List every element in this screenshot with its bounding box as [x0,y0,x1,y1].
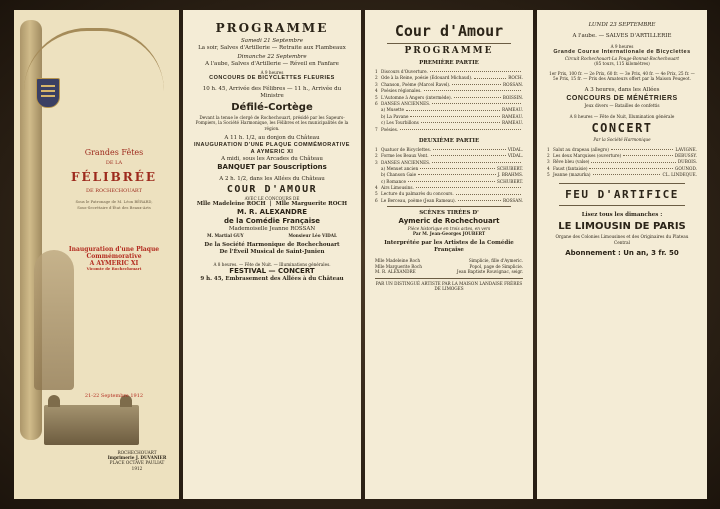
festival-concert: FESTIVAL — CONCERT [229,267,315,276]
programme-item-composer: ROCH. [508,75,523,81]
cover-printer [104,450,170,471]
artist-madeleine-roch: Mlle Madeleine ROCH [196,201,266,208]
programme-item-title: Les deux Marquises (ouverture) [553,153,622,159]
programme-item [547,159,697,164]
programme-item [375,198,523,203]
programme-item-composer: RAMEAU. [501,107,523,113]
abonnement: Abonnement : Un an, 3 fr. 50 [565,248,679,257]
programme-item-title: Le Berceau, poème (Jean Rameau). [381,197,456,203]
feu-dartifice: FEU D'ARTIFICE [565,188,679,202]
cover-printer-line1: ROCHECHOUART [117,450,157,455]
donjon-time: A 11 h. 1/2, au donjon du Château [224,134,320,141]
programme-item-composer: VIDAL. [507,153,523,159]
monday-aube: A l'aube. — SALVES D'ARTILLERIE [572,33,672,39]
programme-item [375,160,523,165]
part1-list [375,69,523,132]
part1-heading: PREMIÈRE PARTIE [419,60,479,66]
cover-title-grandes-fetes: Grandes Fêtes [84,148,144,157]
leader-dots [410,114,500,117]
cast-actor: M. R. ALEXANDRE [375,268,416,274]
programme-item-title: Jeanne (mazurka) [553,172,591,178]
leader-dots [454,95,501,98]
programme-item-title: Ode à la Reine, poésie (Édouard Michaud). [381,75,473,81]
programme-item-composer: J. BRAHMS. [497,172,523,178]
cover-inauguration [58,246,170,272]
leader-dots [593,172,661,175]
artist-marguerite-roch: Mlle Marguerite ROCH [275,201,348,208]
programme-item [375,114,523,119]
programme-item-composer: DUBOIS. [677,159,697,165]
scenes-tirees: SCÈNES TIRÉES D' [419,210,479,217]
leader-dots [433,147,506,150]
piece-historique: Pièce historique en trois actes, en vers [407,226,491,232]
programme-item [375,127,523,132]
artist-martial-guy: M. Martial GUY [207,233,244,239]
cover-subtitle-ministre: Sous-Secrétaire d'État des Beaux-Arts [77,205,151,210]
saturday-line: La soir, Salves d'Artillerie — Retraite aux Flambeaux [198,45,346,51]
programme-item [375,82,523,87]
monday-panel [537,10,707,499]
concours-menetriers: CONCOURS DE MÉNÉTRIERS [566,95,678,103]
programme-item-composer: GOUNOD. [675,165,697,171]
programme-item-number: 3 [547,159,550,165]
cover-inauguration-line2: A AYMERIC XI [89,260,139,267]
programme-item-title: L'Automne à Angers (intermède). [381,94,452,100]
programme-item-number: 2 [547,153,550,159]
programme-item-title: Salut au drapeau (allegro) [553,146,609,152]
programme-item-title: Forme les Beaux Vent. [381,153,429,159]
programme-item-number: 2 [375,153,378,159]
programme-item [375,179,523,184]
programme-item-title: Rêve bleu (valse) [553,159,590,165]
leader-dots [589,166,673,169]
societe-harmonique: De la Société Harmonique de Rochechouart [204,242,340,249]
programme-item-number: 4 [375,185,378,191]
eveil-musical: De l'Éveil Musical de Saint-Junien [219,249,325,256]
programme-item-number: 4 [547,165,550,171]
lisez: Lisez tous les dimanches : [581,212,663,219]
programme-item-number: 1 [375,69,378,74]
part2-heading: DEUXIÈME PARTIE [418,137,480,144]
programme-item-title: Discours d'Ouverture. [381,69,428,74]
leader-dots [406,107,500,110]
interpretee: Interprétée par les Artistes de la Comédie Française [384,240,514,254]
leader-dots [416,185,521,188]
divider [559,205,685,206]
programme-item-number: 5 [375,191,378,197]
arrivee-felibres: 10 h. 45, Arrivée des Félibres — 11 h., Arrivée du Ministre [202,86,342,100]
cover-printer-line3: PLACE OCTAVE PAULIAT [109,460,165,466]
banquet: BANQUET par Souscriptions [217,162,327,171]
aymeric-xi: A AYMERIC XI [250,148,294,155]
programme-item-composer: CL. LINDEQUE. [662,172,697,178]
cour-damour-title: COUR D'AMOUR [226,183,318,195]
artist-alexandre: M. R. ALEXANDRE [237,208,307,217]
programme-item [547,153,697,158]
programme-item-composer: ROSSAN. [502,81,523,87]
part2-list [375,147,523,203]
leader-dots [432,160,521,163]
course-circuit: Circuit Rochechouart-La Pouge-Bonnat-Rochechouart [564,56,680,62]
artists-guy-vidal [193,233,351,238]
programme-item [375,172,523,177]
inauguration-plaque: INAUGURATION D'UNE PLAQUE COMMÉMORATIVE [194,141,350,148]
programme-item-number: 3 [375,81,378,87]
cast-actor: Mlle Madeleine Roch [375,258,421,264]
leader-dots [458,198,501,201]
course-title: Grande Course Internationale de Bicyclettes [553,49,691,56]
cover-inauguration-line1: Inauguration d'une Plaque Commémorative [68,246,160,260]
programme-item-number: 7 [375,126,378,132]
cover-year: 1912 [131,465,143,471]
leader-dots [456,191,521,194]
programme-item-composer: SCHUBERT. [497,178,523,184]
artist-jeanne-rossan: Mademoiselle Jeanne ROSSAN [228,226,316,233]
programme-item [375,101,523,106]
programme-item-title: Airs Limousins. [381,185,414,191]
cast-actor: Mlle Marguerite Roch [375,263,422,269]
leader-dots [431,153,506,156]
programme-item [375,153,523,158]
programme-item [375,88,523,93]
course-prix: 1er Prix, 100 fr. — 2e Prix, 60 fr. — 3e Prix, 40 fr. — 4e Prix, 25 fr. — 5e Prix, 15 fr. — Prix des Amateurs offert par la Maison Peugeot. [549,70,695,81]
programme-item-title: a) Menuet ancien [381,165,419,171]
aymeric-title: Aymeric de Rochechouart [398,217,500,226]
leader-dots [420,166,495,169]
nine-oclock: A 9 heures [260,70,284,75]
programme-item-composer: BOISSIN. [502,94,523,100]
artist-leo-vidal: Monsieur Léo VIDAL [288,233,337,239]
cover-dates: 21-22 Septembre 1912 [84,393,144,399]
programme-item [375,191,523,196]
programme-item-title: DANSES ANCIENNES. [381,100,431,106]
sunday-label: Dimanche 22 Septembre [237,54,307,60]
programme-item [375,107,523,112]
programme-item-number: 1 [375,146,378,152]
concert-list [547,147,697,178]
cour-programme-heading: PROGRAMME [404,46,494,56]
programme-item-composer: SCHUBERT. [497,165,523,171]
monday-date: LUNDI 23 SEPTEMBRE [588,22,656,28]
programme-item-number: 4 [375,88,378,94]
chateau-illustration [44,405,139,445]
programme-item-title: b) Chanson Gaie [381,172,417,178]
programme-item-title: Lecture du palmarès du concours. [381,191,454,197]
programme-item-composer: RAMEAU. [501,113,523,119]
programme-item-title: Poésies. [381,126,399,132]
programme-item-number: 3 [375,159,378,165]
cast-role: Jean Baptiste Rouvignac, seigr. [456,268,523,274]
programme-item-composer: LAVIGNE. [675,146,697,152]
piece-author: Par M. Jean-Georges JOUBERT [412,231,486,237]
defile-cortege: Défilé-Cortège [231,102,313,114]
leader-dots [421,120,500,123]
leader-dots [400,127,521,130]
programme-item [547,166,697,171]
cover-subtitle-patronage: Sous le Patronage de M. Léon BÉRARD, [75,199,153,204]
programme-item [547,172,697,177]
leader-dots [611,147,673,150]
cover-printer-line2: Imprimerie J. DUVANIER [107,455,167,461]
programme-item-title: Chanson, Poème (Marcel Ravel). [381,81,451,87]
programme-item-title: Faust (fantaisie) [553,165,588,171]
monday-trois: A 3 heures, dans les Allées [584,87,660,94]
programme-item-number: 6 [375,197,378,203]
programme-item [375,95,523,100]
programme-item-title: DANSES ANCIENNES. [381,159,431,165]
comedie-francaise: de la Comédie Française [223,217,321,226]
monday-nine: A 9 heures [610,44,634,49]
leader-dots [591,159,675,162]
programme-item-title: Quatuor de Bicyclettes. [381,146,431,152]
programme-panel [183,10,361,499]
concert-title: CONCERT [591,121,653,136]
leader-dots [452,82,501,85]
leader-dots [474,75,506,78]
programme-item [375,185,523,190]
programme-item-composer: DEBUSSY. [674,153,697,159]
programme-item [375,120,523,125]
concours-bicyclettes: CONCOURS DE BICYCLETTES FLEURIES [209,75,335,82]
leader-dots [623,153,673,156]
allees-chateau: A 2 h. 1/2, dans les Allées du Château [219,175,325,182]
defile-description: Devant la tenue le clergé de Rochechouart, présidé par les Sapeurs-Pompiers, la Société Harmonique, les Félibres et les municipalités de la région. [195,115,349,131]
cast-role: Simplicie, fille d'Aymeric. [468,258,523,264]
cover-title-rochechouart: DE ROCHECHOUART [86,188,142,194]
midi-arcades: A midi, sous les Arcades du Château [221,155,323,162]
cour-footer: PAR UN DISTINGUÉ ARTISTE PAR LA MAISON LANDAISE FRÈRES DE LIMOGES [375,278,523,291]
divider [559,183,685,184]
cast-list [375,258,523,274]
programme-item-number: 1 [547,146,550,152]
programme-item [547,147,697,152]
programme-item-number: 5 [547,172,550,178]
cover-inauguration-line3: Vicomte de Rochechouart [86,266,142,271]
programme-item-title: b) La Pavane [381,113,409,119]
cour-damour-panel [365,10,533,499]
fete-de-nuit: A 8 heures. — Fête de Nuit. — Illuminations générales. [213,262,331,268]
course-distance: (85 tours, 115 kilomètres) [594,61,650,67]
programme-item-number: 6 [375,100,378,106]
cast-role: Popol, page de Simplicie. [469,263,523,269]
concours-de: AVEC LE CONCOURS DE [244,195,300,201]
societe-harmonique-monday: Par la Société Harmonique [593,137,651,143]
programme-item-title: a) Musette [381,107,404,113]
cast-row [375,269,523,274]
artists-roch [193,201,351,208]
programme-item-title: Poésies régionales. [381,88,422,94]
programme-item [375,147,523,152]
coat-of-arms-icon [36,78,60,108]
cover-title-felibree: FÉLIBRÉE [70,170,158,184]
divider [387,43,511,44]
cover-panel [14,10,179,499]
saturday-label: Samedi 21 Septembre [241,38,303,44]
sunday-line: A l'aube, Salves d'Artillerie — Réveil en Fanfare [205,61,339,67]
programme-item-number: 2 [375,75,378,81]
leader-dots [408,179,495,182]
leader-dots [432,101,521,104]
programme-item [375,69,523,74]
programme-item [375,166,523,171]
programme-item-number: 5 [375,94,378,100]
journal-organe: Organe des Colonies Limousines et des Originaires du Plateau Central [555,234,689,245]
journal-title: LE LIMOUSIN DE PARIS [558,221,686,233]
divider [387,206,511,207]
programme-item [375,75,523,80]
programme-item-title: c) Les Tourbillons [381,120,419,126]
leader-dots [424,88,521,91]
leader-dots [430,69,521,72]
artist-separator: | [269,201,272,208]
cover-title-de-la: DE LA [105,160,123,166]
programme-item-composer: VIDAL. [507,146,523,152]
programme-item-title: c) Romance [381,178,406,184]
embrasement: 9 h. 45, Embrasement des Allées à du Château [200,276,344,283]
monday-soir: A 8 heures — Fête de Nuit, Illumination générale [569,114,675,120]
leader-dots [418,172,496,175]
cour-damour-heading: Cour d'Amour [394,22,504,40]
jeux-divers: Jeux divers — Batailles de confettis [584,103,660,109]
programme-heading: PROGRAMME [215,21,329,35]
programme-item-composer: RAMEAU. [501,120,523,126]
programme-item-composer: ROSSAN. [502,197,523,203]
